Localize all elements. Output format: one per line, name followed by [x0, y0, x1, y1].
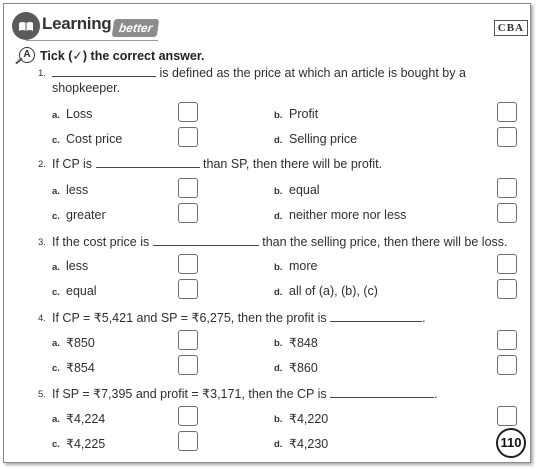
answer-checkbox[interactable] — [178, 254, 198, 274]
option-letter: c. — [52, 363, 60, 374]
option-letter: c. — [52, 135, 60, 146]
option-letter: c. — [52, 287, 60, 298]
logo-underline — [26, 40, 158, 41]
answer-blank — [330, 310, 422, 322]
option-letter: b. — [274, 338, 283, 349]
logo-word: Learning — [42, 14, 112, 33]
question-text-part: If SP = ₹7,395 and profit = ₹3,171, then the CP is — [52, 387, 327, 401]
learning-better-logo — [12, 12, 160, 40]
option-text: more — [289, 259, 318, 273]
option-text: ₹4,220 — [289, 412, 329, 426]
answer-checkbox[interactable] — [178, 406, 198, 426]
answer-checkbox[interactable] — [497, 254, 517, 274]
option-text: ₹4,230 — [289, 437, 329, 451]
answer-checkbox[interactable] — [178, 127, 198, 147]
question-text-part: than SP, then there will be profit. — [203, 157, 383, 171]
option-letter: a. — [52, 186, 60, 197]
answer-checkbox[interactable] — [178, 178, 198, 198]
option-text: all of (a), (b), (c) — [289, 284, 378, 298]
answer-checkbox[interactable] — [497, 355, 517, 375]
answer-blank — [330, 386, 434, 398]
option-letter: c. — [52, 211, 60, 222]
question-text-part: is defined as the price at which an article is bought by a — [159, 66, 466, 80]
question-text — [52, 234, 508, 249]
option-text: ₹4,224 — [66, 412, 106, 426]
question-text — [52, 156, 382, 171]
answer-checkbox[interactable] — [178, 279, 198, 299]
answer-checkbox[interactable] — [497, 203, 517, 223]
page-number: 110 — [496, 428, 526, 458]
option-letter: d. — [274, 363, 283, 374]
option-letter: b. — [274, 262, 283, 273]
option-letter: b. — [274, 186, 283, 197]
option-letter: a. — [52, 414, 60, 425]
question-text-part: If CP = ₹5,421 and SP = ₹6,275, then the profit is — [52, 311, 327, 325]
question-text — [52, 386, 438, 401]
question-text-part: than the selling price, then there will be loss. — [262, 235, 508, 249]
answer-checkbox[interactable] — [497, 102, 517, 122]
option-text: less — [66, 259, 89, 273]
option-text: ₹854 — [66, 361, 95, 375]
section-letter-badge: A — [19, 47, 35, 63]
answer-checkbox[interactable] — [178, 330, 198, 350]
question-text-part: If the cost price is — [52, 235, 150, 249]
answer-checkbox[interactable] — [178, 203, 198, 223]
option-letter: d. — [274, 287, 283, 298]
question-text-line2: shopkeeper. — [52, 81, 121, 95]
option-text: Profit — [289, 107, 319, 121]
option-letter: a. — [52, 110, 60, 121]
logo-tag: better — [112, 19, 160, 37]
question-number: 3. — [38, 237, 46, 248]
option-text: equal — [66, 284, 97, 298]
cba-badge: CBA — [494, 20, 528, 36]
option-letter: d. — [274, 135, 283, 146]
option-text: Loss — [66, 107, 93, 121]
question-text — [52, 310, 426, 325]
option-text: Cost price — [66, 132, 123, 146]
option-letter: b. — [274, 110, 283, 121]
answer-checkbox[interactable] — [178, 102, 198, 122]
option-letter: c. — [52, 439, 60, 450]
option-letter: d. — [274, 211, 283, 222]
question-number: 1. — [38, 68, 46, 79]
answer-checkbox[interactable] — [497, 127, 517, 147]
section-title: Tick (✓) the correct answer. — [40, 49, 205, 63]
answer-checkbox[interactable] — [497, 330, 517, 350]
question-text-part: . — [434, 387, 438, 401]
answer-blank — [96, 156, 200, 168]
answer-checkbox[interactable] — [497, 279, 517, 299]
option-text: Selling price — [289, 132, 358, 146]
question-number: 5. — [38, 389, 46, 400]
option-text: equal — [289, 183, 320, 197]
option-letter: a. — [52, 338, 60, 349]
option-text: ₹850 — [66, 336, 95, 350]
answer-checkbox[interactable] — [178, 355, 198, 375]
option-letter: b. — [274, 414, 283, 425]
answer-blank — [153, 234, 259, 246]
book-icon — [12, 12, 40, 40]
option-text: ₹848 — [289, 336, 318, 350]
question-text — [52, 65, 466, 80]
option-text: ₹4,225 — [66, 437, 106, 451]
answer-checkbox[interactable] — [497, 178, 517, 198]
answer-checkbox[interactable] — [178, 431, 198, 451]
option-letter: d. — [274, 439, 283, 450]
option-text: greater — [66, 208, 106, 222]
question-text-part: If CP is — [52, 157, 93, 171]
question-number: 2. — [38, 159, 46, 170]
answer-checkbox[interactable] — [497, 406, 517, 426]
option-text: neither more nor less — [289, 208, 407, 222]
question-number: 4. — [38, 313, 46, 324]
option-letter: a. — [52, 262, 60, 273]
question-text-part: . — [422, 311, 426, 325]
option-text: ₹860 — [289, 361, 318, 375]
answer-blank — [52, 65, 156, 77]
option-text: less — [66, 183, 89, 197]
